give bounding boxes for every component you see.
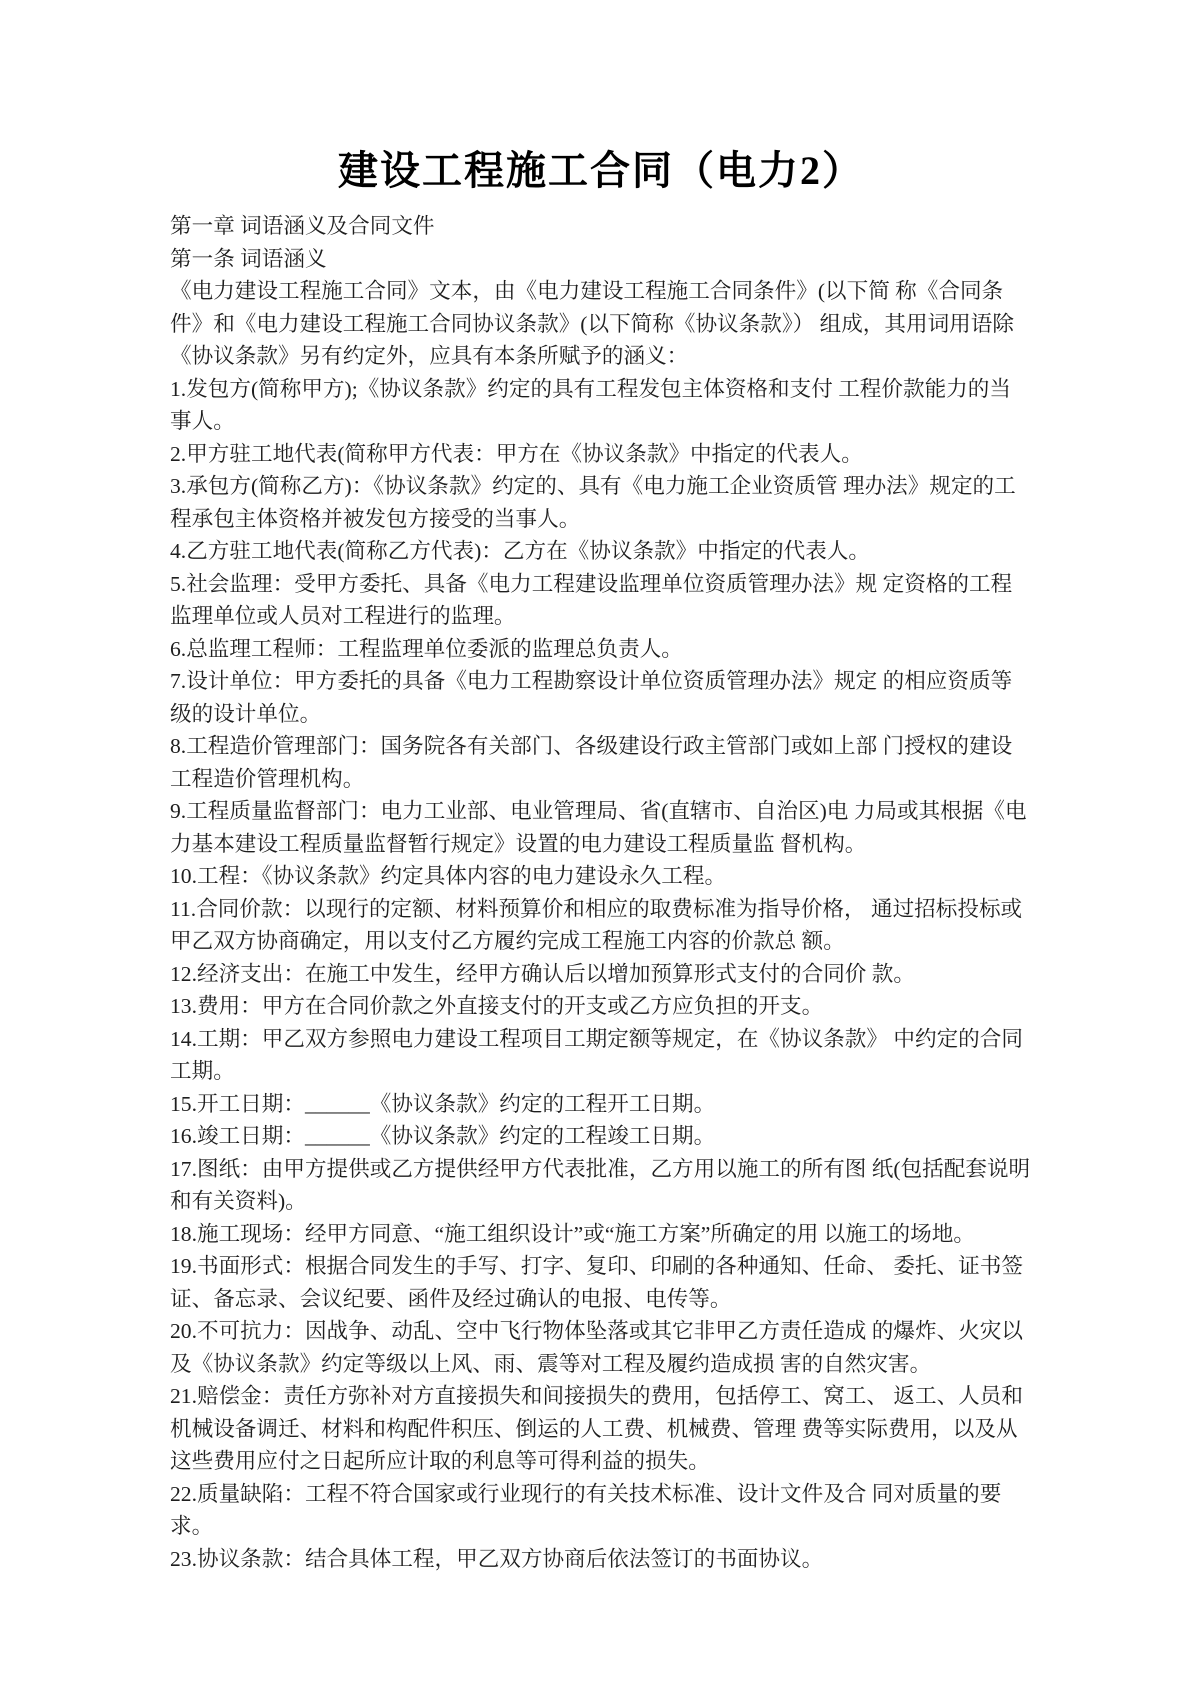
clause-17: 17.图纸：由甲方提供或乙方提供经甲方代表批准，乙方用以施工的所有图 纸(包括配套说明和有关资料)。: [170, 1156, 1031, 1213]
article-heading: 第一条 词语涵义: [170, 246, 327, 271]
clause-21: 21.赔偿金：责任方弥补对方直接损失和间接损失的费用，包括停工、窝工、 返工、人员和机械设备调迁、材料和构配件积压、倒运的人工费、机械费、管理 费等实际费用，以及从这些费用应付之日起所应计取的利息等可得利益的损失。: [170, 1384, 1023, 1473]
clause-23: 23.协议条款：结合具体工程，甲乙双方协商后依法签订的书面协议。: [170, 1546, 824, 1571]
clause-16: 16.竣工日期：______《协议条款》约定的工程竣工日期。: [170, 1124, 716, 1148]
clause-11: 11.合同价款：以现行的定额、材料预算价和相应的取费标准为指导价格， 通过招标投标或甲乙双方协商确定，用以支付乙方履约完成工程施工内容的价款总 额。: [170, 896, 1023, 953]
clause-22: 22.质量缺陷：工程不符合国家或行业现行的有关技术标准、设计文件及合 同对质量的要求。: [170, 1481, 1002, 1538]
clause-8: 8.工程造价管理部门：国务院各有关部门、各级建设行政主管部门或如上部 门授权的建设工程造价管理机构。: [170, 734, 1013, 791]
intro-paragraph: 《电力建设工程施工合同》文本，由《电力建设工程施工合同条件》(以下简 称《合同条件》和《电力建设工程施工合同协议条款》(以下简称《协议条款》） 组成，其用词用语除《协议条款》另有约定外，应具有本条所赋予的涵义：: [170, 279, 1014, 368]
document-title: 建设工程施工合同（电力2）: [338, 148, 864, 193]
clause-10: 10.工程：《协议条款》约定具体内容的电力建设永久工程。: [170, 864, 727, 888]
clause-6: 6.总监理工程师：工程监理单位委派的监理总负责人。: [170, 636, 683, 661]
clause-12: 12.经济支出：在施工中发生，经甲方确认后以增加预算形式支付的合同价 款。: [170, 961, 915, 986]
clause-3: 3.承包方(简称乙方)：《协议条款》约定的、具有《电力施工企业资质管 理办法》规定的工程承包主体资格并被发包方接受的当事人。: [170, 474, 1016, 531]
clause-14: 14.工期：甲乙双方参照电力建设工程项目工期定额等规定，在《协议条款》 中约定的合同工期。: [170, 1026, 1023, 1083]
clause-13: 13.费用：甲方在合同价款之外直接支付的开支或乙方应负担的开支。: [170, 994, 824, 1018]
document-body: [170, 210, 1032, 1575]
clause-18: 18.施工现场：经甲方同意、“施工组织设计”或“施工方案”所确定的用 以施工的场地。: [170, 1221, 975, 1246]
clause-20: 20.不可抗力：因战争、动乱、空中飞行物体坠落或其它非甲乙方责任造成 的爆炸、火灾以及《协议条款》约定等级以上风、雨、震等对工程及履约造成损 害的自然灾害。: [170, 1319, 1023, 1376]
clause-1: 1.发包方(简称甲方);《协议条款》约定的具有工程发包主体资格和支付 工程价款能力的当事人。: [170, 376, 1011, 433]
clause-19: 19.书面形式：根据合同发生的手写、打字、复印、印刷的各种通知、任命、 委托、证书签证、备忘录、会议纪要、函件及经过确认的电报、电传等。: [170, 1254, 1023, 1311]
clause-4: 4.乙方驻工地代表(简称乙方代表)：乙方在《协议条款》中指定的代表人。: [170, 539, 870, 563]
clause-2: 2.甲方驻工地代表(简称甲方代表：甲方在《协议条款》中指定的代表人。: [170, 441, 863, 466]
clause-5: 5.社会监理：受甲方委托、具备《电力工程建设监理单位资质管理办法》规 定资格的工程监理单位或人员对工程进行的监理。: [170, 571, 1013, 628]
chapter-heading: 第一章 词语涵义及合同文件: [170, 214, 435, 238]
clause-9: 9.工程质量监督部门：电力工业部、电业管理局、省(直辖市、自治区)电 力局或其根据《电力基本建设工程质量监督暂行规定》设置的电力建设工程质量监 督机构。: [170, 799, 1027, 856]
clause-15: 15.开工日期：______《协议条款》约定的工程开工日期。: [170, 1091, 716, 1116]
clause-7: 7.设计单位：甲方委托的具备《电力工程勘察设计单位资质管理办法》规定 的相应资质等级的设计单位。: [170, 669, 1013, 726]
